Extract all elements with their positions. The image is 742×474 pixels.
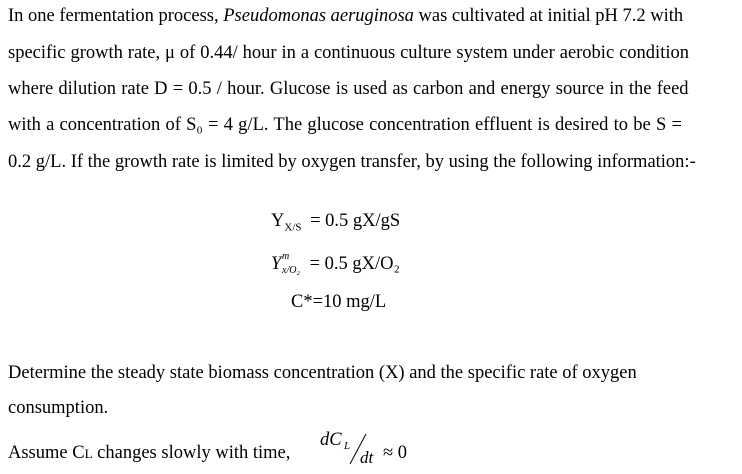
yield-xo-symbol-group (271, 251, 305, 276)
yield-xo-superscript: m (282, 251, 290, 262)
yield-xs-subscript: X/S (284, 221, 302, 234)
paragraph-line-1-start: In one fermentation process, (8, 6, 224, 26)
paragraph-line-1 (8, 6, 683, 27)
paragraph-line-2: specific growth rate, μ of 0.44/ hour in a continuous culture system under aerobic condition (8, 43, 689, 63)
question-line-2: consumption. (8, 398, 109, 418)
paragraph-line-1-end: was cultivated at initial pH 7.2 with (413, 6, 684, 26)
equation-yield-xo (271, 251, 400, 276)
equation-c-star: C*=10 mg/L (291, 292, 387, 312)
derivative-expression (318, 428, 408, 472)
derivative-denominator: dt (360, 448, 374, 467)
assumption-text-start: Assume C (8, 443, 85, 463)
paragraph-line-4: with a concentration of S₀ = 4 g/L. The glucose concentration effluent is desired to be S = (8, 115, 682, 135)
derivative-numerator-subscript: L (344, 440, 351, 452)
yield-xo-symbol: Y (271, 254, 282, 274)
question-line-1: Determine the steady state biomass concentration (X) and the specific rate of oxygen (8, 363, 637, 383)
derivative-numerator: dC (320, 430, 342, 450)
yield-xs-value: = 0.5 gX/gS (310, 211, 401, 231)
yield-xo-value: = 0.5 gX/O₂ (309, 254, 400, 274)
assumption-text-end: changes slowly with time, (92, 443, 291, 463)
assumption-subscript: L (84, 446, 93, 461)
assumption-text (8, 443, 290, 464)
yield-xo-subscript: x/O₂ (282, 265, 300, 276)
yield-xs-symbol: Y (271, 211, 285, 231)
species-name: Pseudomonas aeruginosa (223, 6, 414, 26)
paragraph-line-3: where dilution rate D = 0.5 / hour. Glucose is used as carbon and energy source in the feed (8, 79, 689, 99)
paragraph-line-5: 0.2 g/L. If the growth rate is limited by oxygen transfer, by using the following information:- (8, 152, 696, 172)
equation-yield-xs (271, 211, 400, 234)
approx-zero: ≈ 0 (383, 443, 408, 463)
